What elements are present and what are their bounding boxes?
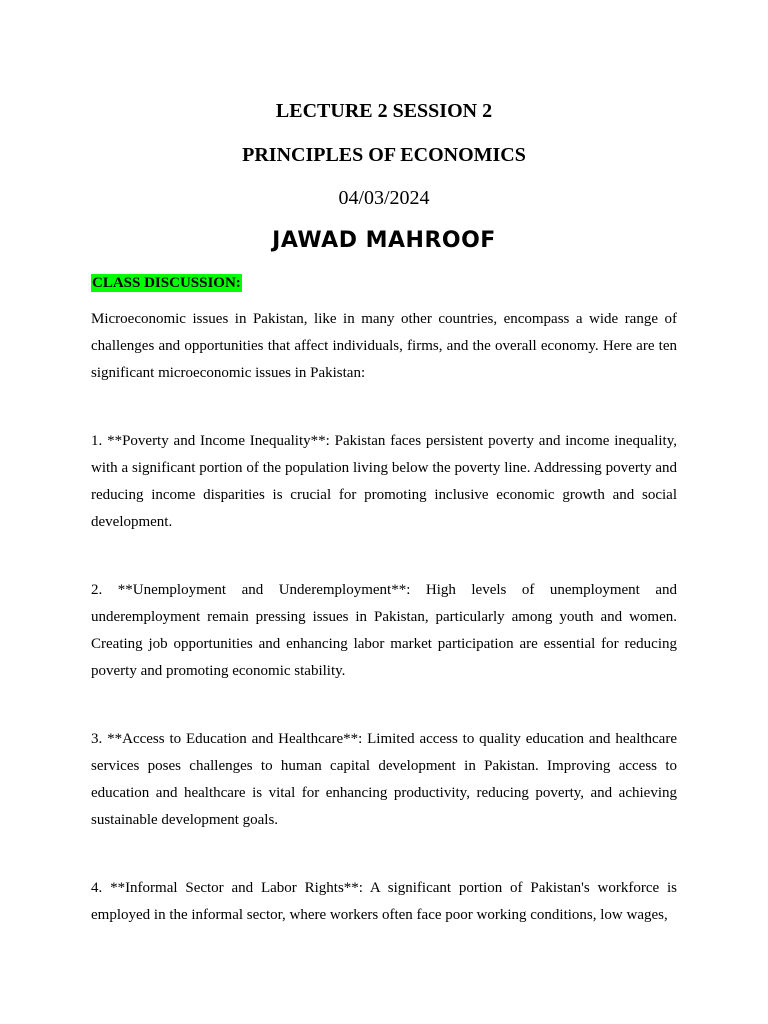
lecture-heading: LECTURE 2 SESSION 2 [275,100,493,122]
issue-paragraph-1: 1. **Poverty and Income Inequality**: Pakistan faces persistent poverty and income inequality, with a significant portion of the population living below the poverty line. Addressing poverty and reducing income disparities is crucial for promoting inclusive economic growth and social development. [91,433,677,530]
issue-paragraph-4: 4. **Informal Sector and Labor Rights**: A significant portion of Pakistan's workforce is employed in the informal sector, where workers often face poor working conditions, low wages, [91,880,677,923]
intro-paragraph: Microeconomic issues in Pakistan, like in many other countries, encompass a wide range of challenges and opportunities that affect individuals, firms, and the overall economy. Here are ten significant microeconomic issues in Pakistan: [91,311,677,381]
date-heading: 04/03/2024 [338,187,430,209]
issue-paragraph-2: 2. **Unemployment and Underemployment**: High levels of unemployment and underemployment remain pressing issues in Pakistan, particularly among youth and women. Creating job opportunities and enhancing labor market participation are essential for reducing poverty and promoting economic stability. [91,582,677,679]
issue-paragraph-3: 3. **Access to Education and Healthcare**: Limited access to quality education and healthcare services poses challenges to human capital development in Pakistan. Improving access to education and healthcare is vital for enhancing productivity, reducing poverty, and achieving sustainable development goals. [91,731,677,828]
class-discussion-label: CLASS DISCUSSION: [92,275,241,291]
course-heading: PRINCIPLES OF ECONOMICS [242,144,526,166]
author-heading: JAWAD MAHROOF [272,228,496,253]
